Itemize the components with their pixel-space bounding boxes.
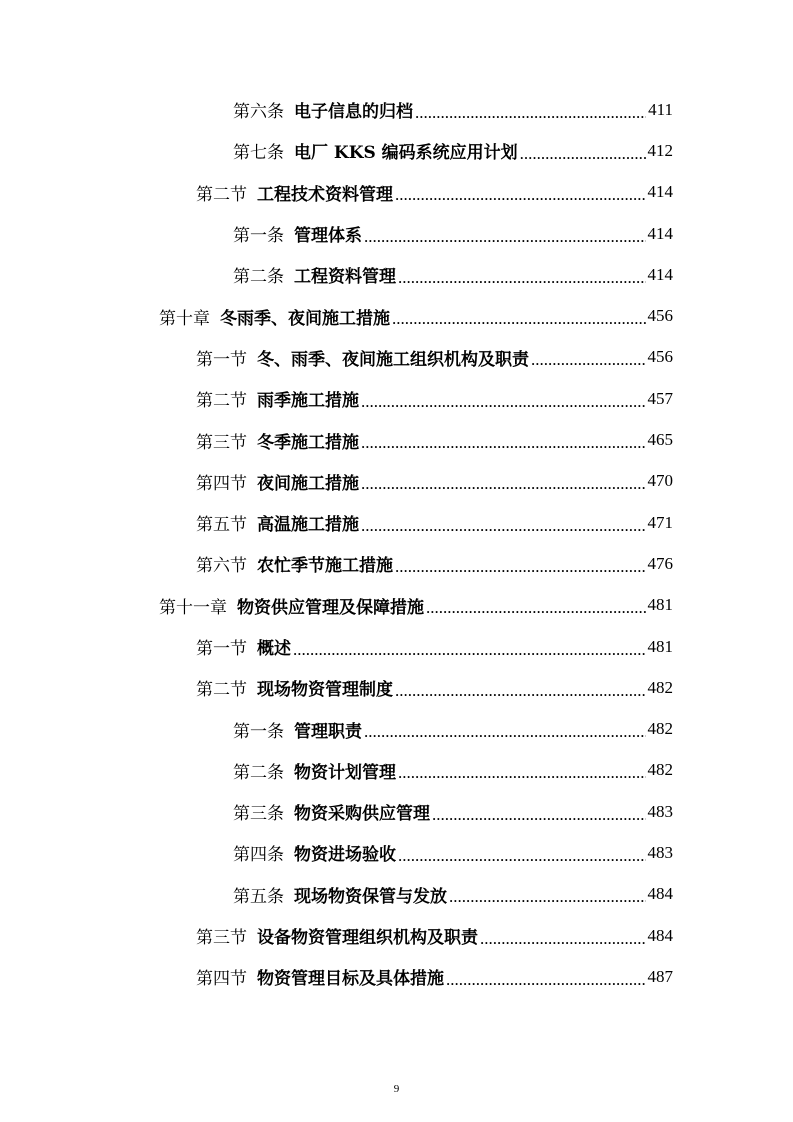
toc-entry-label: 第十一章	[159, 597, 227, 618]
toc-entry[interactable]	[0, 791, 793, 832]
toc-dot-leader	[415, 103, 646, 123]
toc-dot-leader	[364, 227, 646, 247]
toc-dot-leader	[432, 805, 646, 825]
toc-dot-leader	[361, 516, 646, 536]
toc-entry-label: 第二条	[233, 267, 284, 288]
toc-entry[interactable]	[0, 378, 793, 419]
toc-entry[interactable]	[0, 130, 793, 171]
toc-entry-label: 第一节	[196, 639, 247, 659]
toc-entry-label: 第一条	[233, 226, 284, 247]
toc-entry-title: 冬雨季、夜间施工措施	[220, 308, 390, 329]
toc-dot-leader	[395, 681, 646, 701]
toc-entry-label: 第三节	[196, 928, 247, 949]
toc-dot-leader	[392, 309, 646, 329]
toc-entry-page: 483	[647, 842, 673, 862]
toc-dot-leader	[395, 185, 646, 205]
toc-entry-page: 456	[647, 347, 673, 367]
toc-entry-page: 465	[647, 430, 673, 450]
toc-entry-title: 现场物资管理制度	[257, 680, 393, 701]
toc-entry-page: 412	[647, 140, 673, 160]
toc-entry-title: 物资供应管理及保障措施	[237, 597, 424, 618]
toc-dot-leader	[480, 929, 646, 949]
toc-dot-leader	[364, 722, 646, 742]
toc-entry-page: 487	[647, 966, 673, 986]
toc-entry-label: 第二条	[233, 762, 284, 783]
toc-entry-title: 物资计划管理	[294, 762, 396, 783]
toc-entry[interactable]	[0, 708, 793, 749]
toc-entry-page: 470	[647, 471, 673, 491]
toc-entry[interactable]	[0, 956, 793, 997]
toc-entry[interactable]	[0, 213, 793, 254]
toc-dot-leader	[395, 557, 646, 577]
toc-entry-title: 管理职责	[294, 721, 362, 742]
toc-entry-title: 农忙季节施工措施	[257, 556, 393, 577]
toc-entry[interactable]	[0, 295, 793, 336]
toc-entry-label: 第十章	[159, 308, 210, 329]
page-number: 9	[393, 1083, 400, 1095]
toc-entry-label: 第二节	[196, 680, 247, 701]
toc-entry[interactable]	[0, 172, 793, 213]
toc-entry-page: 482	[647, 760, 673, 780]
toc-entry-page: 476	[647, 553, 673, 573]
toc-entry-label: 第一节	[196, 349, 247, 370]
table-of-contents	[0, 89, 793, 998]
toc-entry[interactable]	[0, 461, 793, 502]
toc-entry-title: 设备物资管理组织机构及职责	[257, 928, 478, 949]
toc-entry-page: 482	[647, 677, 673, 697]
toc-entry-title: 电厂 KKS 编码系统应用计划	[294, 143, 518, 164]
toc-entry-title: 工程资料管理	[294, 267, 396, 288]
toc-entry-title: 夜间施工措施	[257, 473, 359, 494]
toc-entry-page: 483	[647, 801, 673, 821]
toc-entry-label: 第七条	[233, 143, 284, 164]
toc-entry-title: 概述	[257, 639, 291, 659]
toc-entry[interactable]	[0, 419, 793, 460]
toc-dot-leader	[426, 598, 646, 618]
toc-dot-leader	[293, 640, 646, 660]
toc-entry-label: 第三节	[196, 432, 247, 453]
toc-entry-page: 411	[648, 99, 673, 119]
toc-entry-title: 管理体系	[294, 226, 362, 247]
toc-entry-label: 第四条	[233, 845, 284, 866]
toc-entry-title: 现场物资保管与发放	[294, 886, 447, 907]
toc-entry-title: 冬季施工措施	[257, 432, 359, 453]
toc-entry-page: 457	[647, 388, 673, 408]
toc-entry-page: 414	[647, 223, 673, 243]
toc-entry-page: 414	[647, 182, 673, 202]
toc-dot-leader	[449, 887, 646, 907]
toc-dot-leader	[361, 392, 646, 412]
toc-entry-page: 456	[647, 306, 673, 326]
toc-entry[interactable]	[0, 254, 793, 295]
toc-entry-page: 414	[647, 264, 673, 284]
toc-dot-leader	[520, 144, 646, 164]
toc-entry-label: 第三条	[233, 804, 284, 825]
toc-entry-title: 高温施工措施	[257, 515, 359, 536]
toc-entry[interactable]	[0, 750, 793, 791]
toc-entry[interactable]	[0, 874, 793, 915]
toc-entry-page: 481	[647, 636, 673, 656]
toc-entry[interactable]	[0, 915, 793, 956]
toc-entry-page: 484	[647, 925, 673, 945]
toc-entry[interactable]	[0, 89, 793, 130]
toc-entry-title: 物资采购供应管理	[294, 804, 430, 825]
toc-entry-page: 471	[647, 512, 673, 532]
toc-entry[interactable]	[0, 585, 793, 626]
toc-dot-leader	[398, 268, 646, 288]
toc-entry-label: 第二节	[196, 391, 247, 412]
toc-entry[interactable]	[0, 667, 793, 708]
toc-entry-label: 第五节	[196, 515, 247, 536]
toc-dot-leader	[361, 433, 646, 453]
toc-entry-label: 第六节	[196, 556, 247, 577]
toc-entry[interactable]	[0, 626, 793, 667]
toc-entry-title: 冬、雨季、夜间施工组织机构及职责	[257, 349, 529, 370]
toc-dot-leader	[398, 763, 646, 783]
toc-dot-leader	[361, 474, 646, 494]
toc-entry-title: 物资管理目标及具体措施	[257, 969, 444, 990]
toc-entry-page: 484	[647, 884, 673, 904]
toc-entry-label: 第五条	[233, 886, 284, 907]
toc-entry[interactable]	[0, 832, 793, 873]
toc-entry-label: 第二节	[196, 184, 247, 205]
toc-entry-label: 第四节	[196, 969, 247, 990]
toc-entry[interactable]	[0, 502, 793, 543]
toc-entry-title: 雨季施工措施	[257, 391, 359, 412]
toc-entry-title: 物资进场验收	[294, 845, 396, 866]
toc-entry-label: 第四节	[196, 473, 247, 494]
toc-dot-leader	[398, 846, 646, 866]
toc-entry-title: 电子信息的归档	[294, 102, 413, 123]
toc-dot-leader	[446, 970, 646, 990]
toc-entry-label: 第六条	[233, 102, 284, 123]
toc-entry-page: 482	[647, 719, 673, 739]
toc-dot-leader	[531, 350, 646, 370]
toc-entry[interactable]	[0, 543, 793, 584]
toc-entry-title: 工程技术资料管理	[257, 184, 393, 205]
toc-entry-page: 481	[647, 595, 673, 615]
toc-entry[interactable]	[0, 337, 793, 378]
toc-entry-label: 第一条	[233, 721, 284, 742]
